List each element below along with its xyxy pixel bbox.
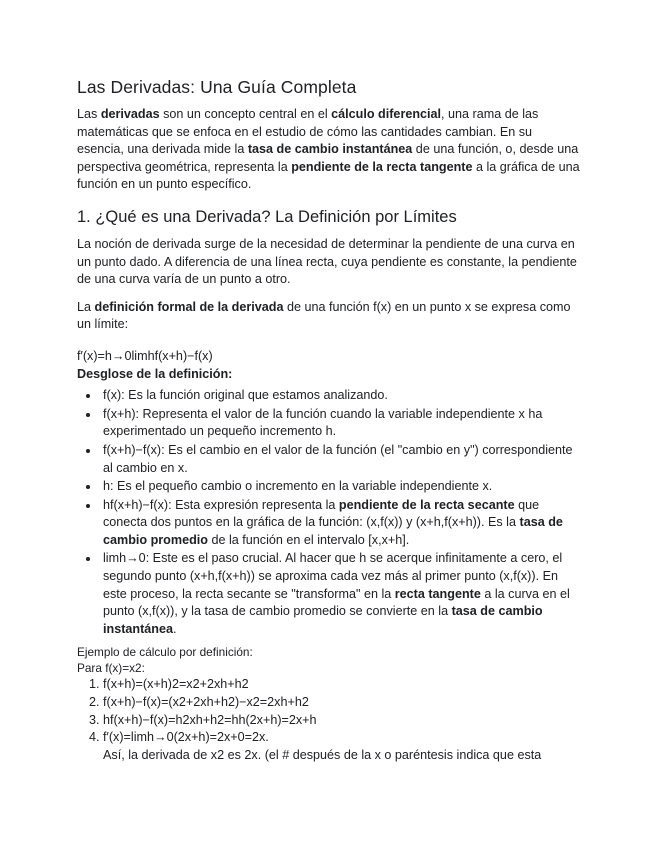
list-item: limh→0: Este es el paso crucial. Al hacer que h se acerque infinitamente a cero, el segundo punto (x+h,f(x+h)) se aproxima cada vez más al primer punto (x,f(x)). En este proceso, la recta secante se "transforma" en la recta tangente a la curva en el punto (x,f(x)), y la tasa de cambio promedio se convierte en la tasa de cambio instantánea. [103,550,582,638]
example-steps [77,676,582,764]
page-title: Las Derivadas: Una Guía Completa [77,77,357,97]
breakdown-heading: Desglose de la definición: [77,366,233,381]
list-item: 1. f(x+h)=(x+h)2=x2+2xh+h2 [103,676,582,694]
section-paragraph-1: La noción de derivada surge de la necesidad de determinar la pendiente de una curva en un punto dado. A diferencia de una línea recta, cuya pendiente es constante, la pendiente de una curva varía de un punto a otro. [77,236,577,287]
limit-formula: f′(x)=h→0limhf(x+h)−f(x) [77,348,213,363]
list-item: 4. f′(x)=limh→0(2x+h)=2x+0=2x. Así, la derivada de x2 es 2x. (el # después de la x o paréntesis indica que esta [103,729,582,764]
list-item: h: Es el pequeño cambio o incremento en la variable independiente x. [103,478,582,496]
list-item: 3. hf(x+h)−f(x)=h2xh+h2=hh(2x+h)=2x+h [103,712,582,730]
section-paragraph-2: La definición formal de la derivada de una función f(x) en un punto x se expresa como un límite: [77,299,571,332]
list-item: f(x): Es la función original que estamos analizando. [103,387,582,405]
example-title: Ejemplo de cálculo por definición: [77,645,253,660]
intro-paragraph: Las derivadas son un concepto central en el cálculo diferencial, una rama de las matemáticas que se enfoca en el estudio de cómo las cantidades cambian. En su esencia, una derivada mide la tasa de cambio instantánea de una función, o, desde una perspectiva geométrica, representa la pendiente de la recta tangente a la gráfica de una función en un punto específico. [77,107,580,192]
section-heading: 1. ¿Qué es una Derivada? La Definición por Límites [77,207,457,226]
example-function: Para f(x)=x2: [77,661,145,676]
list-item: hf(x+h)−f(x): Esta expresión representa la pendiente de la recta secante que conecta dos puntos en la gráfica de la función: (x,f(x)) y (x+h,f(x+h)). Es la tasa de cambio promedio de la función en el intervalo [x,x+h]. [103,497,582,550]
breakdown-list [77,387,582,638]
list-item: f(x+h)−f(x): Es el cambio en el valor de la función (el "cambio en y") correspondiente al cambio en x. [103,442,582,477]
list-item: f(x+h): Representa el valor de la función cuando la variable independiente x ha experimentado un pequeño incremento h. [103,406,582,441]
document-page [77,76,582,764]
list-item: 2. f(x+h)−f(x)=(x2+2xh+h2)−x2=2xh+h2 [103,694,582,712]
